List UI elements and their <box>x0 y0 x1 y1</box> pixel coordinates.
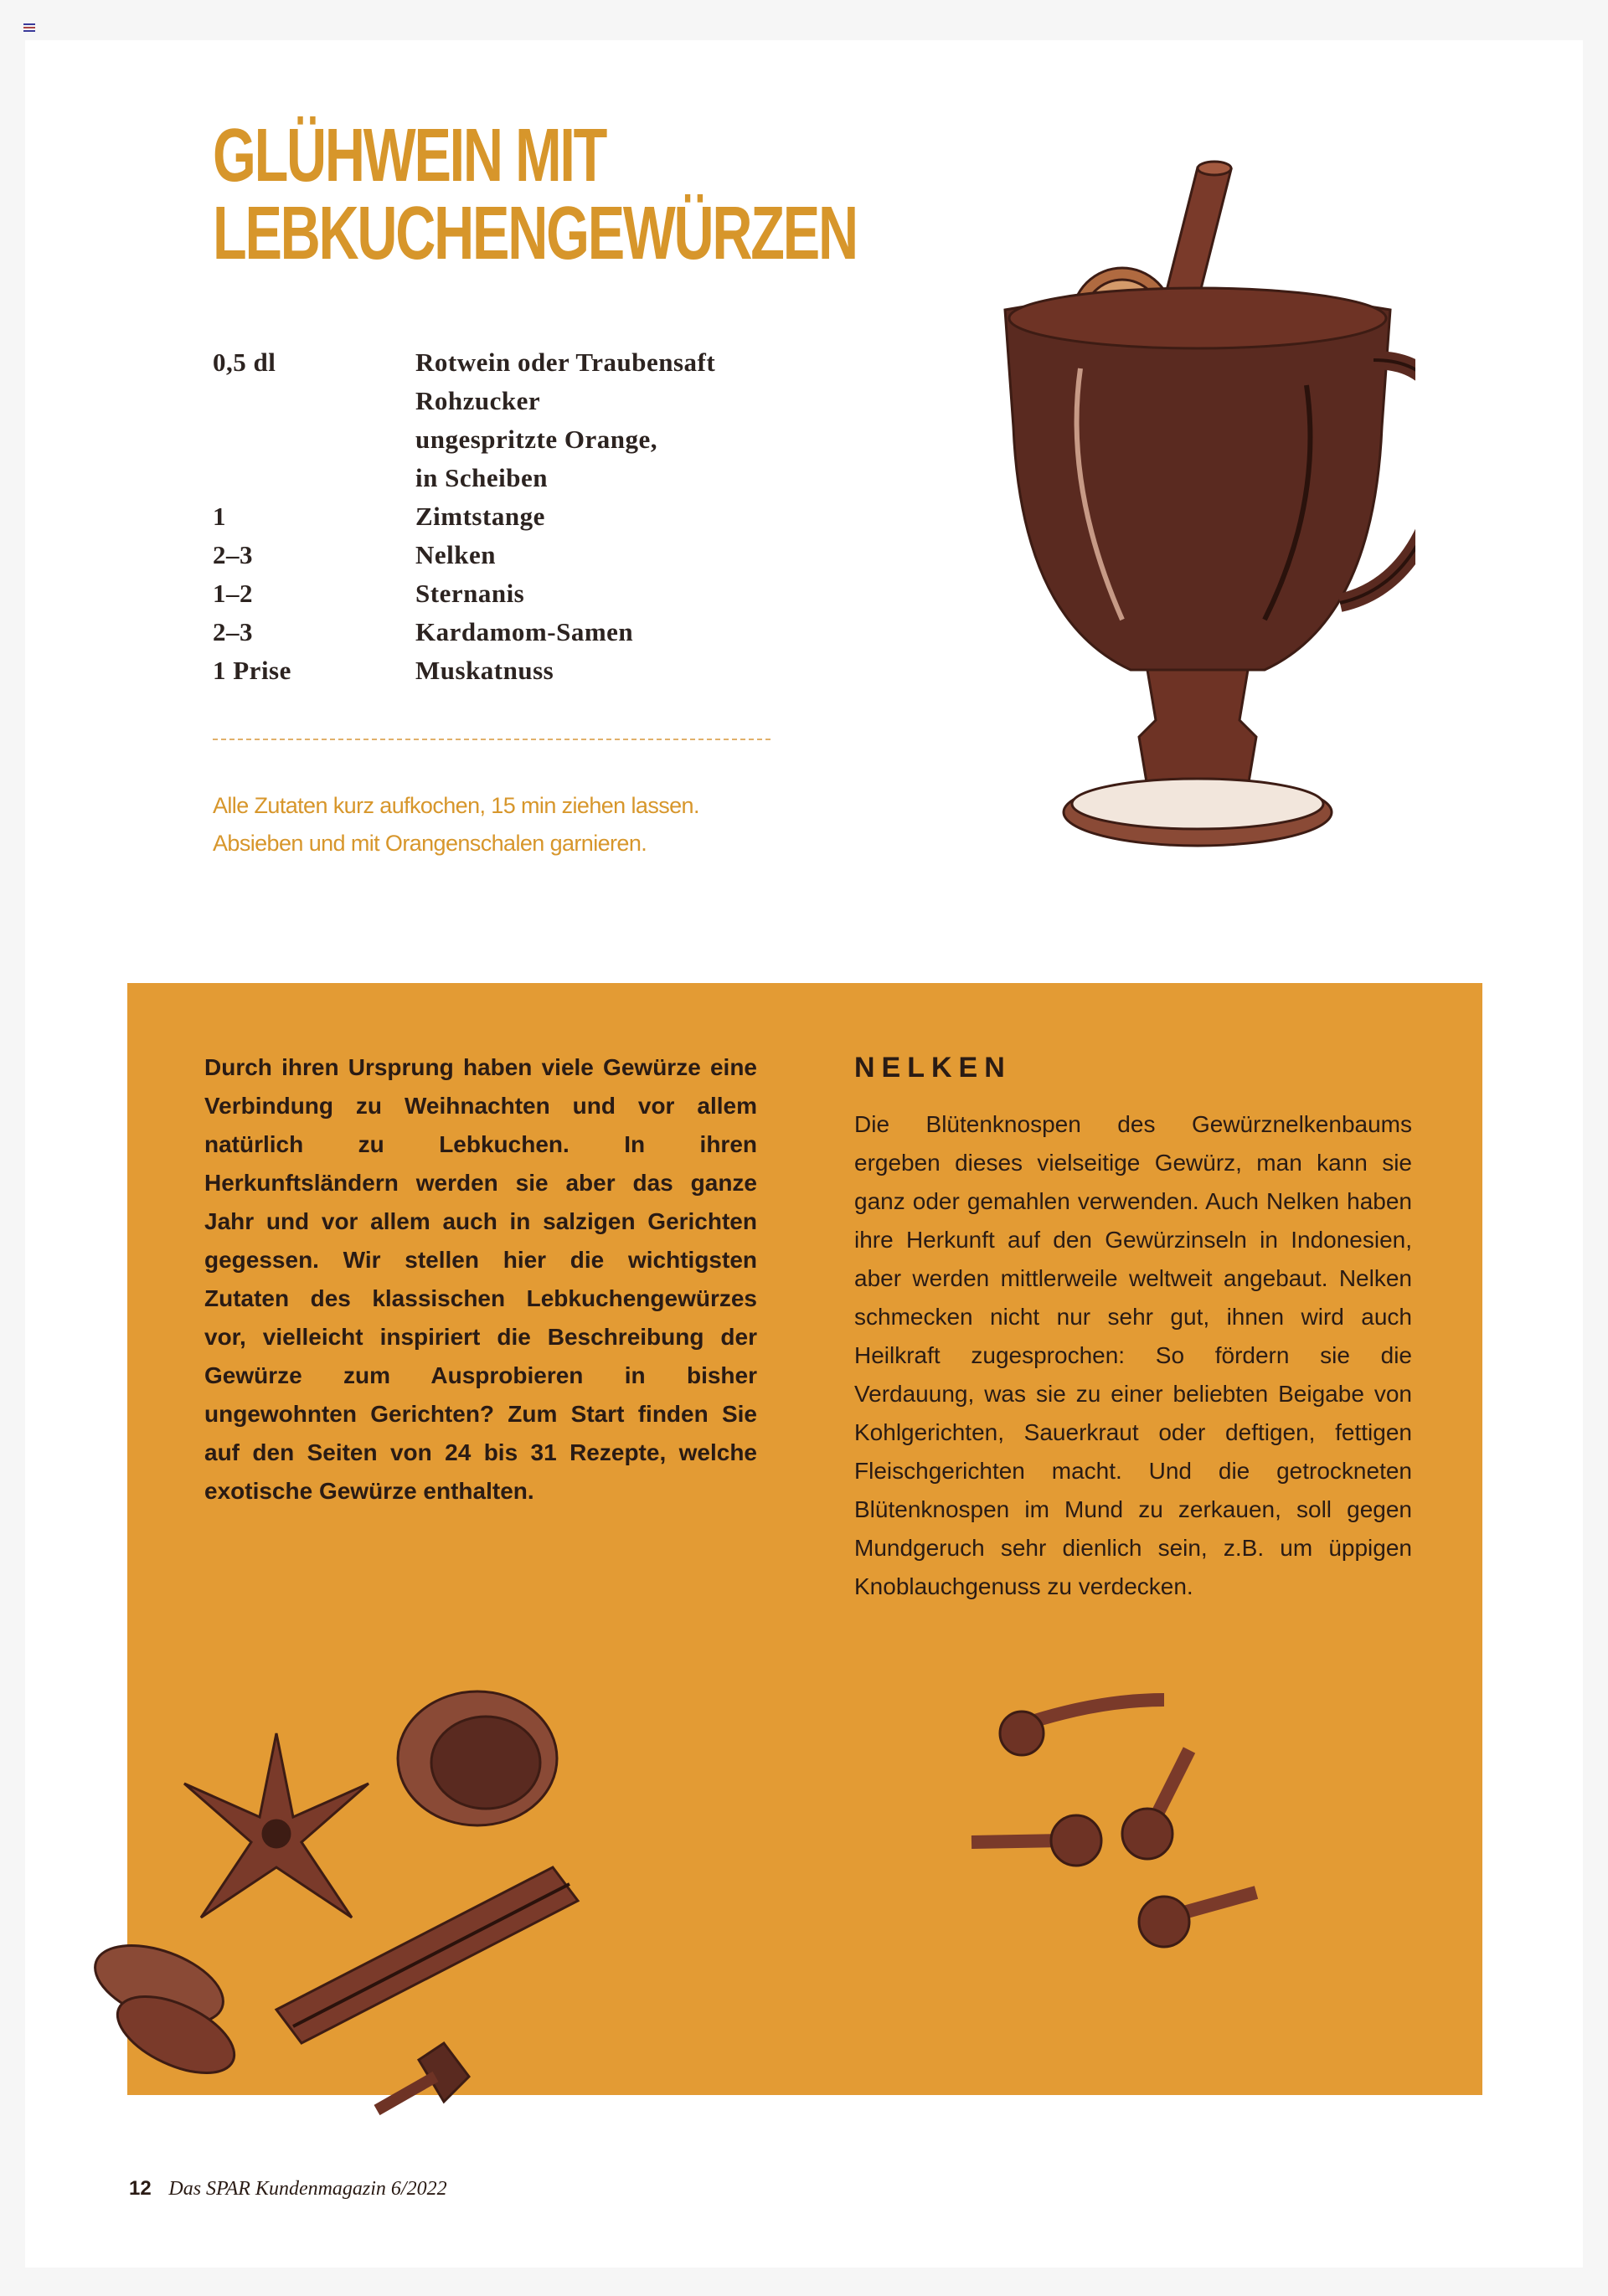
ingredient-name: Rotwein oder Traubensaft <box>415 347 716 377</box>
ingredient-name: Muskatnuss <box>415 656 554 685</box>
section-heading-nelken: NELKEN <box>854 1052 1012 1084</box>
spices-illustration <box>84 1683 620 2135</box>
ingredient-quantity: 2–3 <box>213 617 253 646</box>
recipe-instructions <box>213 787 816 862</box>
ingredient-quantity: 0,5 dl <box>213 347 276 377</box>
mulled-wine-glass-illustration <box>980 151 1415 888</box>
recipe-title-line-1: GLÜHWEIN MIT <box>213 114 606 198</box>
section-body-nelken: Die Blütenknospen des Gewürznelkenbaums ergeben dieses vielseitige Gewürz, man kann sie ganz oder gemahlen verwenden. Auch Nelken haben ihre Herkunft auf den Gewürzinseln in Indonesien, aber werden mittlerweile weltweit angebaut. Nelken schmecken nicht nur sehr gut, ihnen wird auch Heilkraft zugesprochen: So fördern sie die Verdauung, was sie zu einer beliebten Beigabe von Kohlgerichten, Sauerkraut oder deftigen, fettigen Fleischgerichten macht. Und die getrockneten Blütenknospen im Mund zu zerkauen, soll gegen Mundgeruch sehr dienlich sein, z.B. um üppigen Knoblauchgenuss zu verdecken. <box>854 1111 1412 1599</box>
ingredient-quantity: 1 <box>213 502 226 531</box>
ingredient-row <box>213 497 816 536</box>
ingredient-row <box>213 343 816 382</box>
ingredient-quantity <box>213 382 415 420</box>
ingredient-name: ungespritzte Orange, <box>415 425 657 454</box>
ingredient-name: Sternanis <box>415 579 525 608</box>
ingredient-row <box>213 574 816 613</box>
ingredient-name: Zimtstange <box>415 502 545 531</box>
ingredient-quantity: 1–2 <box>213 579 253 608</box>
ingredient-row <box>213 382 816 420</box>
ingredient-row <box>213 651 816 690</box>
ingredient-quantity <box>213 420 415 459</box>
ingredient-quantity: 2–3 <box>213 540 253 569</box>
divider <box>213 739 770 740</box>
ingredient-row <box>213 420 816 459</box>
instructions-line-1: Alle Zutaten kurz aufkochen, 15 min ziehen lassen. <box>213 793 699 818</box>
page-number: 12 <box>129 2177 152 2200</box>
magazine-name: Das SPAR Kundenmagazin 6/2022 <box>168 2178 447 2200</box>
ingredient-name: Rohzucker <box>415 386 541 415</box>
ingredient-row <box>213 459 816 497</box>
ingredient-name: in Scheiben <box>415 463 548 492</box>
page-footer <box>129 2177 447 2201</box>
cloves-illustration <box>963 1691 1281 1968</box>
ingredient-name: Kardamom-Samen <box>415 617 634 646</box>
instructions-line-2: Absieben und mit Orangenschalen garnieren. <box>213 831 647 856</box>
intro-text: Durch ihren Ursprung haben viele Gewürze eine Verbindung zu Weihnachten und vor allem natürlich zu Lebkuchen. In ihren Herkunftsländern werden sie aber das ganze Jahr und vor allem auch in salzigen Gerichten gegessen. Wir stellen hier die wichtigsten Zutaten des klassischen Lebkuchengewürzes vor, vielleicht inspiriert die Beschreibung der Gewürze zum Ausprobieren in bisher ungewohnten Gerichten? Zum Start finden Sie auf den Seiten von 24 bis 31 Rezepte, welche exotische Gewürze enthalten. <box>204 1054 757 1504</box>
ingredient-name: Nelken <box>415 540 496 569</box>
recipe-title-line-2: LEBKUCHENGEWÜRZEN <box>213 192 857 275</box>
ingredient-quantity: 1 Prise <box>213 656 291 685</box>
ingredient-list <box>213 343 816 690</box>
ingredient-row <box>213 613 816 651</box>
ingredient-row <box>213 536 816 574</box>
ingredient-quantity <box>213 459 415 497</box>
recipe-title <box>213 114 857 275</box>
hamburger-icon[interactable] <box>23 23 35 32</box>
